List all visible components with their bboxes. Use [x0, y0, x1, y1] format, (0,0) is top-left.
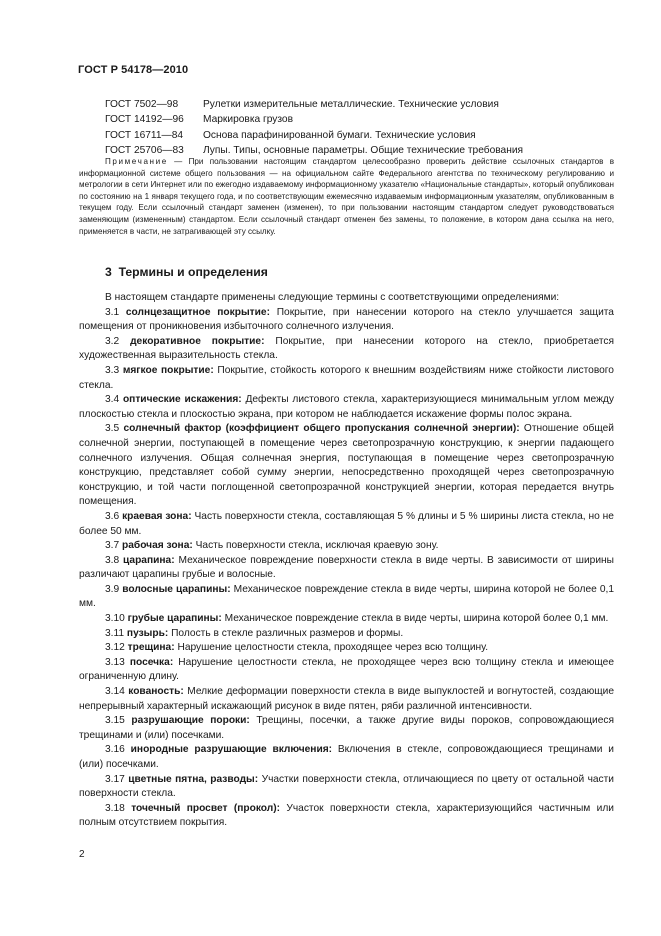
term-paragraph	[79, 612, 614, 627]
term-number: 3.12	[105, 642, 125, 654]
term-number: 3.14	[105, 686, 125, 698]
reference-row	[105, 112, 625, 127]
reference-code: ГОСТ 25706—83	[105, 144, 184, 156]
reference-code: ГОСТ 16711—84	[105, 129, 184, 141]
term-number: 3.9	[105, 583, 120, 595]
term-number: 3.11	[105, 627, 125, 639]
term-name: краевая зона:	[122, 510, 192, 522]
term-definition: Дефекты листового стекла, характеризующиеся минимальным углом между плоскостью стекла и плоскостью экрана, при котором не наблюдается искажение формы полос экрана.	[79, 394, 614, 420]
term-paragraph	[79, 510, 614, 539]
term-name: точечный просвет (прокол):	[131, 802, 281, 814]
term-paragraph	[79, 802, 614, 831]
standard-header: ГОСТ Р 54178—2010	[78, 64, 189, 76]
term-name: посечка:	[129, 656, 174, 668]
term-number: 3.10	[105, 613, 125, 625]
term-number: 3.17	[105, 773, 125, 785]
section-intro: В настоящем стандарте применены следующие термины с соответствующими определениями:	[105, 292, 560, 303]
term-number: 3.18	[105, 802, 125, 814]
term-definition: Механическое повреждение поверхности стекла в виде черты. В зависимости от ширины различают царапины грубые и волосные.	[79, 554, 614, 581]
term-name: оптические искажения:	[122, 394, 242, 406]
term-paragraph	[79, 627, 614, 642]
term-paragraph	[79, 335, 614, 364]
term-definition: Часть поверхности стекла, составляющая 5 % длины и 5 % ширины листа стекла, но не более 50 мм.	[79, 510, 614, 537]
reference-title: Рулетки измерительные металлические. Технические условия	[203, 99, 499, 110]
normative-references-list	[105, 97, 625, 158]
term-definition: Покрытие, при нанесении которого на стекло, приобретается художественная выразительность стекла.	[79, 335, 614, 362]
term-paragraph	[79, 656, 614, 685]
term-number: 3.4	[105, 394, 120, 406]
term-definition: Механическое повреждение стекла в виде черты, ширина которой более 0,1 мм.	[224, 613, 609, 625]
reference-title: Маркировка грузов	[203, 114, 293, 126]
term-name: солнечный фактор (коэффициент общего пропускания солнечной энергии):	[123, 423, 520, 435]
term-definition: Участки поверхности стекла, отличающиеся по цвету от остальной части поверхности стекла.	[79, 773, 614, 800]
term-number: 3.5	[105, 423, 120, 435]
term-definition: Нарушение целостности стекла, не проходящее через всю толщину стекла и имеющее ограниченную длину.	[79, 656, 614, 683]
term-name: волосные царапины:	[122, 583, 231, 595]
term-name: кованость:	[128, 686, 184, 698]
note-text: — При пользовании настоящим стандартом целесообразно проверить действие ссылочных стандартов в информационной системе общего пользования — на официальном сайте Федерального агентства по техническому регулированию и метрологии в сети Интернет или по ежегодно издаваемому информационному указателю «Национальные стандарты», который опубликован по состоянию на 1 января текущего года, и по соответствующим ежемесячно издаваемым информационным указателям, опубликованным в текущем году. Если ссылочный стандарт заменен (изменен), то при пользовании настоящим стандартом следует руководствоваться заменяющим (измененным) стандартом. Если ссылочный стандарт отменен без замены, то положение, в котором дана ссылка на него, применяется в части, не затрагивающей эту ссылку.	[79, 157, 614, 236]
term-name: цветные пятна, разводы:	[128, 773, 259, 785]
term-paragraph	[79, 364, 614, 393]
term-paragraph	[79, 685, 614, 714]
term-paragraph	[79, 422, 614, 510]
term-paragraph	[79, 306, 614, 335]
term-name: солнцезащитное покрытие:	[125, 306, 270, 318]
term-definition: Нарушение целостности стекла, проходящее через всю толщину.	[177, 642, 489, 654]
term-definition: Трещины, посечки, а также другие виды пороков, сопровождающиеся трещинами и (или) посечками.	[79, 715, 614, 741]
term-paragraph	[79, 539, 614, 554]
term-paragraph	[79, 583, 614, 612]
term-paragraph	[79, 743, 614, 772]
term-paragraph	[79, 714, 614, 743]
term-number: 3.3	[105, 364, 120, 376]
term-number: 3.1	[105, 306, 120, 318]
term-number: 3.6	[105, 510, 120, 522]
term-paragraph	[79, 773, 614, 802]
term-name: рабочая зона:	[122, 540, 193, 552]
term-paragraph	[79, 554, 614, 583]
term-name: декоративное покрытие:	[130, 335, 265, 347]
reference-row	[105, 97, 625, 112]
term-number: 3.16	[105, 744, 125, 756]
term-name: трещина:	[127, 642, 175, 654]
term-number: 3.2	[105, 335, 120, 347]
term-definition: Участок поверхности стекла, характеризующийся частичным или полным отсутствием покрытия.	[79, 802, 614, 829]
term-definition: Включения в стекле, сопровождающиеся трещинами и (или) посечками.	[79, 744, 614, 770]
term-paragraph	[79, 641, 614, 656]
reference-title: Основа парафинированной бумаги. Технические условия	[203, 129, 476, 141]
term-number: 3.13	[105, 656, 125, 668]
term-name: пузырь:	[126, 627, 169, 639]
term-number: 3.15	[105, 715, 125, 727]
page-number: 2	[79, 849, 85, 860]
term-definition: Мелкие деформации поверхности стекла в виде выпуклостей и вогнутостей, создающие непрерывный характерный искажающий рисунок в виде пятен, ряби различной интенсивности.	[79, 686, 614, 712]
term-name: царапина:	[123, 554, 175, 566]
term-definition: Покрытие, стойкость которого к внешним воздействиям ниже стойкости листового стекла.	[79, 364, 614, 391]
section-number: 3	[105, 265, 112, 279]
term-name: разрушающие пороки:	[131, 715, 250, 727]
section-body	[79, 291, 614, 831]
section-heading	[105, 265, 268, 279]
term-definition: Полость в стекле различных размеров и формы.	[171, 627, 404, 639]
term-definition: Отношение общей солнечной энергии, поступающей в помещение через светопрозрачную конструкцию, к энергии падающего солнечного излучения. Общая солнечная энергия, поступающая в помещение через светопрозрачную конструкцию, представляет собой сумму энергии, непосредственно проходящей через светопрозрачную конструкцию, и той части поглощенной светопрозрачной конструкцией энергии, которая передается внутрь помещения.	[79, 423, 614, 508]
note-block	[79, 156, 614, 237]
term-definition: Механическое повреждение стекла в виде черты, ширина которой не более 0,1 мм.	[79, 583, 614, 610]
reference-code: ГОСТ 14192—96	[105, 114, 184, 126]
term-number: 3.7	[105, 540, 120, 552]
term-name: мягкое покрытие:	[122, 364, 214, 376]
term-name: грубые царапины:	[127, 613, 222, 625]
term-paragraph	[79, 393, 614, 422]
term-number: 3.8	[105, 554, 120, 566]
term-definition: Покрытие, при нанесении которого на стекло улучшается защита помещения от проникновения избыточного солнечного излучения.	[79, 306, 614, 333]
term-definition: Часть поверхности стекла, исключая краевую зону.	[195, 540, 439, 552]
note-label: Примечание	[105, 157, 168, 166]
reference-code: ГОСТ 7502—98	[105, 99, 179, 110]
term-name: инородные разрушающие включения:	[130, 744, 333, 756]
section-title: Термины и определения	[118, 265, 268, 279]
reference-title: Лупы. Типы, основные параметры. Общие технические требования	[203, 144, 524, 156]
reference-row	[105, 128, 625, 143]
